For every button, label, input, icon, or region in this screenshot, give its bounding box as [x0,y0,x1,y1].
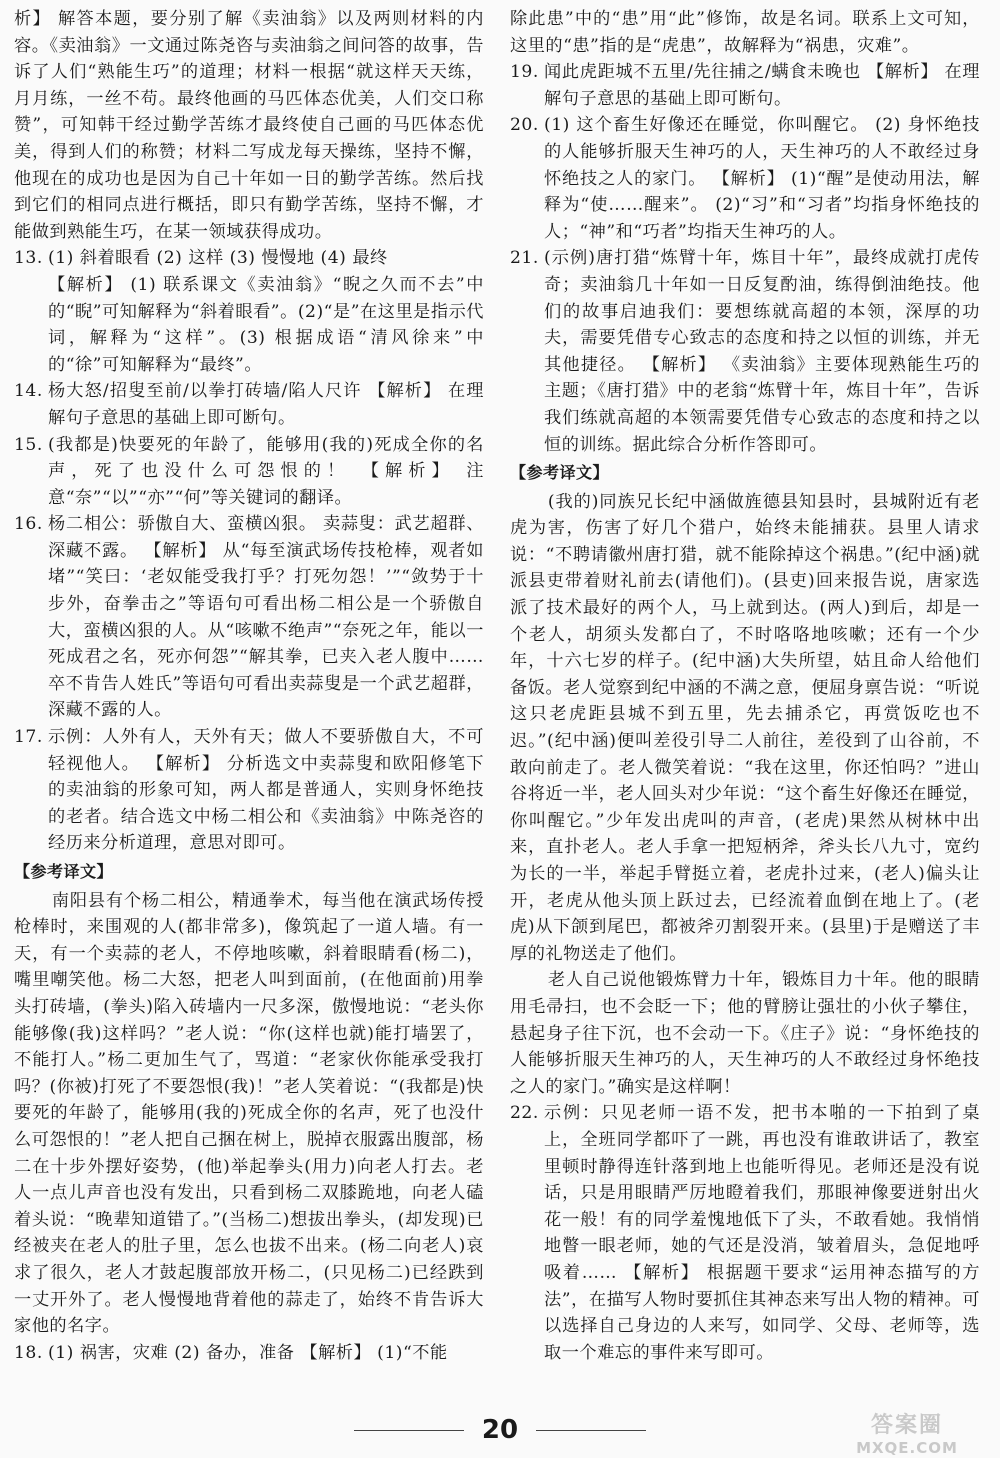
question-number: 19. [510,62,539,83]
question-20 [510,112,980,245]
question-13 [14,245,484,378]
answer-text: (1) 这个畜生好像还在睡觉，你叫醒它。 (2) 身怀绝技的人能够折服天生神巧的人，天生神巧的人不敢经过身怀绝技之人的家门。 【解析】 (1)“醒”是使动用法，解释为“使……醒来”。 (2)“习”和“习者”均指身怀绝技的人；“神”和“巧者”均指天生神巧的人。 [544,115,980,242]
question-number: 14. [14,381,43,402]
answer-text: (1) 斜着眼看 (2) 这样 (3) 慢慢地 (4) 最终 [48,248,388,269]
footer-rule-right [536,1430,646,1431]
right-column [510,6,980,1366]
question-19 [510,59,980,112]
question-17 [14,724,484,857]
question-number: 18. [14,1342,43,1363]
reference-translation-text: 老人自己说他锻炼臂力十年，锻炼目力十年。他的眼睛用毛帚扫，也不会眨一下；他的臂膀让强壮的小伙子攀住，悬起身子往下沉，也不会动一下。《庄子》说：“身怀绝技的人能够折服天生神巧的人，天生神巧的人不敢经过身怀绝技之人的家门。”确实是这样啊！ [510,970,980,1097]
question-16 [14,511,484,724]
reference-translation-heading: 【参考译文】 [510,463,610,483]
question-21 [510,245,980,458]
answer-text: (我都是)快要死的年龄了，能够用(我的)死成全你的名声，死了也没什么可怨恨的！ 【解析】 注意“奈”“以”“亦”“何”等关键词的翻译。 [48,434,484,508]
q18-analysis-continued: 除此患”中的“患”用“此”修饰，故是名词。联系上文可知，这里的“患”指的是“虎患”，故解释为“祸患，灾难”。 [510,9,980,56]
footer-rule-left [354,1430,464,1431]
question-22 [510,1100,980,1366]
analysis-text: 【解析】 (1) 联系课文《卖油翁》“睨之久而不去”中的“睨”可知解释为“斜着眼看”。(2)“是”在这里是指示代词，解释为“这样”。(3) 根据成语“清风徐来”中的“徐”可知解释为“最终”。 [48,274,484,375]
answer-text: 示例：只见老师一语不发，把书本啪的一下拍到了桌上，全班同学都吓了一跳，再也没有谁敢讲话了，教室里顿时静得连针落到地上也能听得见。老师还是没有说话，只是用眼睛严厉地瞪着我们，那眼神像要迸射出火花一般！有的同学羞愧地低下了头，不敢看她。我悄悄地瞥一眼老师，她的气还是没消，皱着眉头，急促地呼吸着…… 【解析】 根据题干要求“运用神态描写的方法”，在描写人物时要抓住其神态来写出人物的精神。可以选择自己身边的人来写，如同学、父母、老师等，选取一个难忘的事件来写即可。 [544,1103,980,1363]
question-number: 13. [14,248,43,269]
question-18 [14,1340,484,1367]
reference-translation-text: (我的)同族兄长纪中涵做旌德县知县时，县城附近有老虎为害，伤害了好几个猎户，始终未能捕获。县里人请求说：“不聘请徽州唐打猎，就不能除掉这个祸患。”(纪中涵)就派县吏带着财礼前去(请他们)。(县吏)回来报告说，唐家选派了技术最好的两个人，马上就到达。(两人)到后，却是一个老人，胡须头发都白了，不时咯咯地咳嗽；还有一个少年，十六七岁的样子。(纪中涵)大失所望，姑且命人给他们备饭。老人觉察到纪中涵的不满之意，便屈身禀告说：“听说这只老虎距县城不到五里，先去捕杀它，再赏饭吃也不迟。”(纪中涵)便叫差役引导二人前往，差役到了山谷前，不敢向前走了。老人微笑着说：“我在这里，你还怕吗？”进山谷将近一半，老人回头对少年说：“这个畜生好像还在睡觉，你叫醒它。”少年发出虎叫的声音，(老虎)果然从树林中出来，直扑老人。老人手拿一把短柄斧，斧头长八九寸，宽约为长的一半，举起手臂挺立着，老虎扑过来，(老人)偏头让开，老虎从他头顶上跃过去，已经流着血倒在地上了。(老虎)从下颌到尾巴，都被斧刃割裂开来。(县里)于是赠送了丰厚的礼物送走了他们。 [510,491,980,964]
question-number: 16. [14,514,43,535]
q12-analysis-continued: 析】 解答本题，要分别了解《卖油翁》以及两则材料的内容。《卖油翁》一文通过陈尧咨与卖油翁之间问答的故事，告诉了人们“熟能生巧”的道理；材料一根据“就这样天天练，月月练，一丝不苟。最终他画的马匹体态优美，人们交口称赞”，可知韩干经过勤学苦练才最终使自己画的马匹体态优美，得到人们的称赞；材料二写成龙每天操练，坚持不懈，他现在的成功也是因为自己十年如一日的勤学苦练。然后找到它们的相同点进行概括，即只有勤学苦练，坚持不懈，才能做到熟能生巧，在某一领域获得成功。 [14,9,484,242]
question-number: 21. [510,248,539,269]
answer-text: 杨二相公：骄傲自大、蛮横凶狠。 卖蒜叟：武艺超群、深藏不露。 【解析】 从“每至演武场传技枪棒，观者如堵”“笑曰：‘老奴能受我打乎？打死勿怨！’”“敛势于十步外，奋拳击之”等语句可看出杨二相公是一个骄傲自大，蛮横凶狠的人。从“咳嗽不绝声”“奈死之年，能以一死成君之名，死亦何怨”“解其拳，已夹入老人腹中……卒不肯告人姓氏”等语句可看出卖蒜叟是一个武艺超群，深藏不露的人。 [48,514,484,721]
answer-text: 杨大怒/招叟至前/以拳打砖墙/陷人尺许 【解析】 在理解句子意思的基础上即可断句。 [48,381,484,428]
question-14 [14,378,484,431]
question-number: 17. [14,727,43,748]
answer-text: 闻此虎距城不五里/先往捕之/螨食未晚也 【解析】 在理解句子意思的基础上即可断句。 [544,62,980,109]
question-number: 20. [510,115,539,136]
answer-text: (1) 祸害，灾难 (2) 备办，准备 【解析】 (1)“不能 [48,1342,448,1363]
left-column [14,6,484,1366]
page-number: 20 [481,1415,519,1445]
answer-text: (示例)唐打猎“炼臂十年，炼目十年”，最终成就打虎传奇；卖油翁几十年如一日反复酌油，练得倒油绝技。他们的故事启迪我们：要想练就高超的本领，深厚的功夫，需要凭借专心致志的态度和持之以恒的训练，并无其他捷径。 【解析】 《卖油翁》主要体现熟能生巧的主题；《唐打猎》中的老翁“炼臂十年，炼目十年”，告诉我们练就高超的本领需要凭借专心致志的态度和持之以恒的训练。据此综合分析作答即可。 [544,248,980,455]
answer-text: 示例：人外有人，天外有天；做人不要骄傲自大，不可轻视他人。 【解析】 分析选文中卖蒜叟和欧阳修笔下的卖油翁的形象可知，两人都是普通人，实则身怀绝技的老者。结合选文中杨二相公和《卖油翁》中陈尧咨的经历来分析道理，意思对即可。 [48,727,484,854]
reference-translation-text: 南阳县有个杨二相公，精通拳术，每当他在演武场传授枪棒时，来围观的人(都非常多)，像筑起了一道人墙。有一天，有一个卖蒜的老人，不停地咳嗽，斜着眼睛看(杨二)，嘴里嘲笑他。杨二大怒，把老人叫到面前，(在他面前)用拳头打砖墙，(拳头)陷入砖墙内一尺多深，傲慢地说：“老头你能够像(我)这样吗？”老人说：“你(这样也就)能打墙罢了，不能打人。”杨二更加生气了，骂道：“老家伙你能承受我打吗？(你被)打死了不要怨恨(我)！”老人笑着说：“(我都是)快要死的年龄了，能够用(我的)死成全你的名声，死了也没什么可怨恨的！”老人把自己捆在树上，脱掉衣服露出腹部，杨二在十步外摆好姿势，(他)举起拳头(用力)向老人打去。老人一点儿声音也没有发出，只看到杨二双膝跪地，向老人磕着头说：“晚辈知道错了。”(当杨二)想拔出拳头，(却发现)已经被夹在老人的肚子里，怎么也拔不出来。(杨二向老人)哀求了很久，老人才鼓起腹部放开杨二，(只见杨二)已经跌到一丈开外了。老人慢慢地背着他的蒜走了，始终不肯告诉大家他的名字。 [14,890,484,1337]
reference-translation-heading: 【参考译文】 [14,862,114,881]
question-15 [14,432,484,512]
question-number: 22. [510,1103,539,1124]
question-number: 15. [14,434,43,455]
watermark-logo: 答案圈 MXQE.COM [856,1412,958,1457]
